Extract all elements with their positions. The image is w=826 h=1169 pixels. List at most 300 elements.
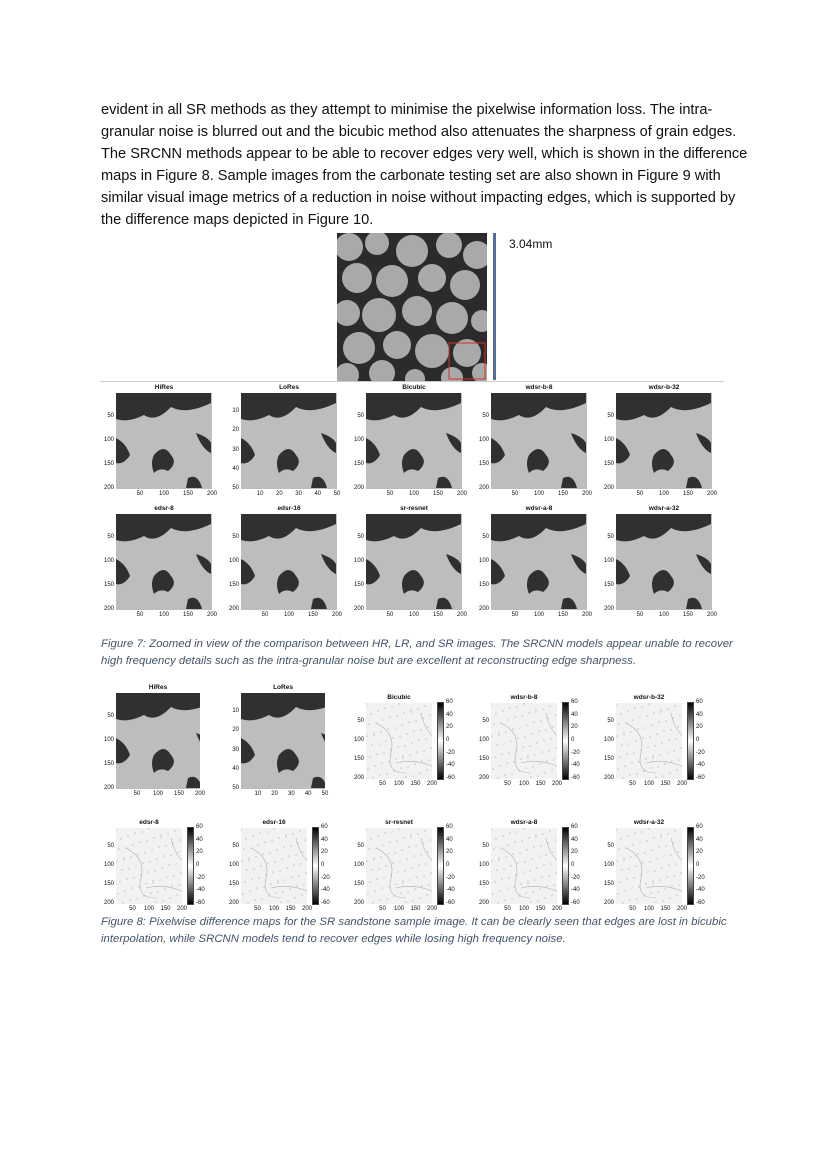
- x-tick-label: 200: [551, 781, 562, 787]
- figure-panel: [366, 703, 432, 779]
- colorbar-tick-label: 20: [571, 849, 578, 856]
- figure-panel: [116, 393, 212, 489]
- colorbar: [688, 703, 693, 779]
- y-tick-label: 100: [353, 737, 364, 743]
- colorbar-tick-label: -20: [696, 874, 705, 881]
- x-tick-label: 100: [518, 906, 529, 912]
- colorbar: [438, 703, 443, 779]
- x-tick-label: 200: [301, 906, 312, 912]
- y-tick-label: 100: [603, 558, 614, 564]
- y-tick-label: 200: [228, 606, 239, 612]
- y-tick-label: 150: [603, 756, 614, 762]
- y-tick-label: 100: [603, 862, 614, 868]
- sandstone-image: [116, 393, 212, 489]
- colorbar-tick-label: -20: [696, 749, 705, 756]
- x-tick-label: 10: [256, 491, 264, 497]
- x-tick-label: 50: [629, 906, 636, 912]
- figure-panel: [616, 828, 682, 904]
- colorbar-tick-label: -60: [196, 900, 205, 906]
- panel-title: Bicubic: [402, 384, 426, 391]
- sandstone-image: [366, 393, 462, 489]
- x-tick-label: 20: [276, 491, 283, 497]
- y-tick-label: 150: [603, 582, 614, 588]
- y-tick-label: 100: [478, 862, 489, 868]
- colorbar: [188, 828, 193, 904]
- panel-title: LoRes: [279, 384, 299, 391]
- y-tick-label: 100: [603, 737, 614, 743]
- x-tick-label: 50: [133, 791, 141, 797]
- figure-panel: [366, 828, 432, 904]
- sandstone-image: [616, 514, 712, 610]
- colorbar-tick-label: -60: [571, 775, 580, 781]
- x-tick-label: 100: [518, 781, 529, 787]
- colorbar-tick-label: -60: [696, 900, 705, 906]
- y-tick-label: 100: [228, 558, 239, 564]
- colorbar: [688, 828, 693, 904]
- x-tick-label: 150: [660, 906, 671, 912]
- y-tick-label: 150: [353, 881, 364, 887]
- x-tick-label: 50: [379, 781, 386, 787]
- y-tick-label: 150: [478, 582, 489, 588]
- y-tick-label: 50: [107, 534, 114, 540]
- x-tick-label: 150: [410, 906, 421, 912]
- colorbar-tick-label: -20: [196, 874, 205, 881]
- x-tick-label: 200: [456, 612, 467, 618]
- colorbar-tick-label: 0: [446, 862, 450, 868]
- sandstone-image: [616, 393, 712, 489]
- y-tick-label: 100: [478, 558, 489, 564]
- y-tick-label: 200: [478, 606, 489, 612]
- y-tick-label: 200: [353, 900, 364, 906]
- y-tick-label: 50: [107, 413, 114, 419]
- colorbar-tick-label: 20: [571, 724, 578, 731]
- panel-title: edsr-16: [262, 819, 286, 826]
- y-tick-label: 100: [103, 558, 114, 564]
- figure-panel: [616, 703, 682, 779]
- figure-panel: [116, 828, 182, 904]
- x-tick-label: 200: [194, 791, 205, 797]
- x-tick-label: 100: [533, 612, 544, 618]
- y-tick-label: 50: [107, 713, 114, 719]
- y-tick-label: 50: [232, 485, 239, 491]
- y-tick-label: 200: [603, 606, 614, 612]
- panel-title: wdsr-a-32: [633, 819, 665, 826]
- x-tick-label: 50: [321, 791, 329, 797]
- y-tick-label: 100: [353, 862, 364, 868]
- y-tick-label: 20: [232, 727, 239, 734]
- y-tick-label: 200: [353, 606, 364, 612]
- colorbar-tick-label: 20: [321, 849, 328, 856]
- x-tick-label: 200: [456, 491, 467, 497]
- x-tick-label: 100: [283, 612, 294, 618]
- y-tick-label: 200: [353, 775, 364, 781]
- colorbar-tick-label: -40: [446, 762, 455, 769]
- x-tick-label: 50: [629, 781, 636, 787]
- y-tick-label: 200: [478, 775, 489, 781]
- x-tick-label: 100: [143, 906, 154, 912]
- x-tick-label: 100: [268, 906, 279, 912]
- x-tick-label: 150: [307, 612, 318, 618]
- colorbar-tick-label: 60: [696, 699, 703, 705]
- panel-title: wdsr-b-32: [648, 384, 680, 391]
- colorbar-tick-label: 60: [696, 824, 703, 830]
- colorbar-tick-label: 0: [571, 737, 575, 743]
- x-tick-label: 100: [158, 612, 169, 618]
- difference-map: [366, 828, 432, 904]
- y-tick-label: 40: [232, 765, 239, 772]
- x-tick-label: 50: [636, 612, 644, 618]
- colorbar-tick-label: -60: [571, 900, 580, 906]
- y-tick-label: 50: [607, 843, 614, 849]
- panel-title: sr-resnet: [385, 819, 413, 826]
- colorbar-tick-label: -40: [696, 887, 705, 894]
- difference-map: [491, 703, 557, 779]
- figure-8-caption: [101, 914, 725, 948]
- x-tick-label: 200: [706, 491, 717, 497]
- colorbar-tick-label: 0: [571, 862, 575, 868]
- x-tick-label: 50: [386, 612, 394, 618]
- x-tick-label: 150: [660, 781, 671, 787]
- y-tick-label: 200: [478, 485, 489, 491]
- caption-line: Figure 8: Pixelwise difference maps for the SR sandstone sample image. It can be clearly seen that edges are lost in bicubic: [101, 916, 727, 928]
- x-tick-label: 200: [551, 906, 562, 912]
- caption-line: Figure 7: Zoomed in view of the comparison between HR, LR, and SR images. The SRCNN models appear unable to recover: [101, 638, 733, 650]
- colorbar-tick-label: -20: [446, 749, 455, 756]
- colorbar: [563, 828, 568, 904]
- y-tick-label: 40: [232, 465, 239, 472]
- panel-title: Bicubic: [387, 694, 411, 701]
- y-tick-label: 100: [228, 862, 239, 868]
- paragraph-line: granular noise is blurred out and the bicubic method also attenuates the sharpness of grain edges.: [101, 124, 737, 140]
- colorbar-tick-label: 60: [196, 824, 203, 830]
- x-tick-label: 150: [285, 906, 296, 912]
- y-tick-label: 150: [478, 881, 489, 887]
- colorbar-tick-label: -20: [446, 874, 455, 881]
- colorbar-tick-label: -40: [696, 762, 705, 769]
- x-tick-label: 10: [254, 791, 262, 797]
- y-tick-label: 10: [232, 708, 239, 715]
- paragraph-line: maps in Figure 8. Sample images from the carbonate testing set are also shown in Figure 9 with: [101, 168, 721, 184]
- y-tick-label: 30: [232, 446, 239, 453]
- y-tick-label: 50: [482, 413, 489, 419]
- colorbar-tick-label: -40: [571, 762, 580, 769]
- figure-panel: [491, 514, 587, 610]
- body-paragraph: [101, 99, 748, 231]
- colorbar-tick-label: -60: [321, 900, 330, 906]
- figure-panel: [241, 393, 337, 489]
- sandstone-image: [116, 514, 212, 610]
- difference-map: [616, 828, 682, 904]
- panel-title: edsr-16: [277, 505, 301, 512]
- x-tick-label: 100: [408, 612, 419, 618]
- y-tick-label: 150: [353, 582, 364, 588]
- x-tick-label: 50: [261, 612, 269, 618]
- x-tick-label: 50: [386, 491, 394, 497]
- y-tick-label: 100: [103, 437, 114, 443]
- paragraph-line: the difference maps depicted in Figure 10.: [101, 212, 374, 228]
- figure-panel: [491, 393, 587, 489]
- x-tick-label: 50: [511, 491, 519, 497]
- y-tick-label: 200: [478, 900, 489, 906]
- x-tick-label: 150: [557, 612, 568, 618]
- y-tick-label: 150: [228, 582, 239, 588]
- colorbar: [313, 828, 318, 904]
- x-tick-label: 200: [676, 906, 687, 912]
- colorbar-tick-label: 40: [321, 836, 328, 843]
- x-tick-label: 100: [643, 906, 654, 912]
- x-tick-label: 100: [158, 491, 169, 497]
- y-tick-label: 200: [603, 485, 614, 491]
- x-tick-label: 150: [182, 612, 193, 618]
- x-tick-label: 30: [295, 491, 302, 497]
- figure-panel: [241, 693, 325, 789]
- y-tick-label: 100: [353, 558, 364, 564]
- x-tick-label: 50: [254, 906, 261, 912]
- colorbar-tick-label: 60: [571, 699, 578, 705]
- x-tick-label: 100: [643, 781, 654, 787]
- x-tick-label: 50: [379, 906, 386, 912]
- x-tick-label: 150: [432, 491, 443, 497]
- y-tick-label: 200: [228, 900, 239, 906]
- figure-panel: [241, 514, 337, 610]
- y-tick-label: 150: [103, 461, 114, 467]
- figure-panel: [616, 514, 712, 610]
- sandstone-image: [241, 693, 325, 789]
- x-tick-label: 100: [408, 491, 419, 497]
- y-tick-label: 100: [103, 737, 114, 743]
- x-tick-label: 50: [136, 491, 144, 497]
- difference-map: [616, 703, 682, 779]
- x-tick-label: 100: [658, 612, 669, 618]
- y-tick-label: 50: [357, 413, 364, 419]
- y-tick-label: 200: [353, 485, 364, 491]
- y-tick-label: 150: [103, 761, 114, 767]
- y-tick-label: 50: [232, 785, 239, 791]
- x-tick-label: 50: [636, 491, 644, 497]
- y-tick-label: 50: [107, 843, 114, 849]
- x-tick-label: 100: [152, 791, 163, 797]
- x-tick-label: 150: [410, 781, 421, 787]
- sandstone-image: [491, 393, 587, 489]
- x-tick-label: 100: [393, 781, 404, 787]
- y-tick-label: 50: [232, 843, 239, 849]
- scale-bar: [493, 233, 496, 380]
- colorbar-tick-label: -20: [571, 749, 580, 756]
- colorbar-tick-label: -40: [446, 887, 455, 894]
- colorbar-tick-label: -40: [571, 887, 580, 894]
- figure-divider: [100, 381, 724, 382]
- panel-title: wdsr-b-8: [510, 694, 538, 701]
- panel-title: edsr-8: [154, 505, 174, 512]
- panel-title: wdsr-b-32: [633, 694, 665, 701]
- x-tick-label: 150: [557, 491, 568, 497]
- y-tick-label: 50: [232, 534, 239, 540]
- panel-title: wdsr-a-32: [648, 505, 680, 512]
- y-tick-label: 100: [603, 437, 614, 443]
- colorbar-tick-label: -60: [446, 900, 455, 906]
- y-tick-label: 50: [482, 534, 489, 540]
- sandstone-image: [491, 514, 587, 610]
- x-tick-label: 150: [535, 906, 546, 912]
- x-tick-label: 50: [504, 781, 511, 787]
- panel-title: edsr-8: [139, 819, 159, 826]
- y-tick-label: 50: [357, 718, 364, 724]
- colorbar-tick-label: 40: [571, 836, 578, 843]
- y-tick-label: 200: [103, 606, 114, 612]
- colorbar-tick-label: 60: [321, 824, 328, 830]
- sandstone-image: [241, 393, 337, 489]
- y-tick-label: 50: [482, 718, 489, 724]
- x-tick-label: 200: [676, 781, 687, 787]
- colorbar: [438, 828, 443, 904]
- colorbar-tick-label: 60: [446, 824, 453, 830]
- difference-map: [241, 828, 307, 904]
- x-tick-label: 20: [271, 791, 278, 797]
- panel-title: LoRes: [273, 684, 293, 691]
- colorbar-tick-label: 20: [446, 724, 453, 731]
- y-tick-label: 150: [603, 881, 614, 887]
- x-tick-label: 30: [288, 791, 295, 797]
- x-tick-label: 150: [173, 791, 184, 797]
- x-tick-label: 40: [314, 491, 322, 497]
- paragraph-line: The SRCNN methods appear to be able to recover edges very well, which is shown in the difference: [101, 146, 748, 162]
- sandstone-image: [241, 514, 337, 610]
- colorbar-tick-label: -20: [571, 874, 580, 881]
- x-tick-label: 150: [682, 491, 693, 497]
- sandstone-image: [116, 693, 200, 789]
- figure-panel: [491, 828, 557, 904]
- colorbar-tick-label: 20: [696, 724, 703, 731]
- x-tick-label: 100: [658, 491, 669, 497]
- colorbar-tick-label: 40: [696, 711, 703, 718]
- y-tick-label: 200: [603, 775, 614, 781]
- x-tick-label: 200: [206, 491, 217, 497]
- y-tick-label: 50: [607, 534, 614, 540]
- colorbar-tick-label: 0: [196, 862, 200, 868]
- colorbar-tick-label: -60: [446, 775, 455, 781]
- y-tick-label: 150: [103, 881, 114, 887]
- colorbar-tick-label: -40: [321, 887, 330, 894]
- y-tick-label: 100: [478, 737, 489, 743]
- difference-map: [116, 828, 182, 904]
- x-tick-label: 200: [581, 491, 592, 497]
- x-tick-label: 50: [333, 491, 341, 497]
- difference-map: [366, 703, 432, 779]
- y-tick-label: 150: [353, 461, 364, 467]
- panel-title: wdsr-b-8: [525, 384, 553, 391]
- colorbar-tick-label: -20: [321, 874, 330, 881]
- y-tick-label: 50: [482, 843, 489, 849]
- x-tick-label: 150: [160, 906, 171, 912]
- y-tick-label: 200: [103, 785, 114, 791]
- colorbar-tick-label: 0: [696, 862, 700, 868]
- colorbar-tick-label: 40: [696, 836, 703, 843]
- colorbar-tick-label: 60: [446, 699, 453, 705]
- y-tick-label: 200: [603, 900, 614, 906]
- y-tick-label: 30: [232, 746, 239, 753]
- x-tick-label: 200: [426, 781, 437, 787]
- colorbar-tick-label: 40: [196, 836, 203, 843]
- figure-panel: [366, 393, 462, 489]
- x-tick-label: 40: [304, 791, 312, 797]
- x-tick-label: 50: [511, 612, 519, 618]
- paragraph-line: evident in all SR methods as they attempt to minimise the pixelwise information loss. The intra-: [101, 102, 713, 118]
- paragraph-line: similar visual image metrics of a reduction in noise without impacting edges, which is supported by: [101, 190, 736, 206]
- y-tick-label: 50: [607, 413, 614, 419]
- y-tick-label: 150: [228, 881, 239, 887]
- colorbar-tick-label: 60: [571, 824, 578, 830]
- figure-panel: [616, 393, 712, 489]
- colorbar-tick-label: -60: [696, 775, 705, 781]
- colorbar-tick-label: 0: [446, 737, 450, 743]
- panel-title: wdsr-a-8: [510, 819, 538, 826]
- x-tick-label: 50: [504, 906, 511, 912]
- y-tick-label: 200: [103, 900, 114, 906]
- y-tick-label: 10: [232, 408, 239, 415]
- y-tick-label: 100: [103, 862, 114, 868]
- y-tick-label: 150: [353, 756, 364, 762]
- sandstone-image: [366, 514, 462, 610]
- colorbar-tick-label: -40: [196, 887, 205, 894]
- panel-title: HiRes: [148, 684, 168, 691]
- x-tick-label: 200: [581, 612, 592, 618]
- figure-panel: [491, 703, 557, 779]
- x-tick-label: 150: [432, 612, 443, 618]
- x-tick-label: 150: [182, 491, 193, 497]
- x-tick-label: 200: [206, 612, 217, 618]
- y-tick-label: 150: [603, 461, 614, 467]
- difference-map: [491, 828, 557, 904]
- caption-line: high frequency details such as the intra-granular noise but are excellent at reconstructing edge sharpness.: [101, 655, 637, 667]
- panel-title: sr-resnet: [400, 505, 428, 512]
- x-tick-label: 100: [393, 906, 404, 912]
- x-tick-label: 50: [129, 906, 136, 912]
- figure-7-caption: [101, 636, 733, 670]
- colorbar-tick-label: 0: [696, 737, 700, 743]
- colorbar-tick-label: 40: [446, 711, 453, 718]
- panel-title: HiRes: [154, 384, 174, 391]
- y-tick-label: 50: [357, 843, 364, 849]
- y-tick-label: 20: [232, 427, 239, 434]
- colorbar-tick-label: 0: [321, 862, 325, 868]
- caption-line: interpolation, while SRCNN models tend to recover edges while losing high frequency noise.: [101, 933, 566, 945]
- figure-panel: [241, 828, 307, 904]
- x-tick-label: 200: [331, 612, 342, 618]
- colorbar-tick-label: 20: [446, 849, 453, 856]
- colorbar-tick-label: 40: [446, 836, 453, 843]
- x-tick-label: 150: [682, 612, 693, 618]
- y-tick-label: 150: [478, 756, 489, 762]
- x-tick-label: 100: [533, 491, 544, 497]
- overview-ct-slice: [337, 233, 487, 381]
- colorbar-tick-label: 40: [571, 711, 578, 718]
- y-tick-label: 50: [357, 534, 364, 540]
- figure-panel: [116, 514, 212, 610]
- y-tick-label: 50: [607, 718, 614, 724]
- figure-panel: [116, 693, 200, 789]
- scale-label: 3.04mm: [509, 237, 553, 251]
- y-tick-label: 100: [353, 437, 364, 443]
- panel-title: wdsr-a-8: [525, 505, 553, 512]
- colorbar-tick-label: 20: [196, 849, 203, 856]
- x-tick-label: 150: [535, 781, 546, 787]
- y-tick-label: 150: [478, 461, 489, 467]
- x-tick-label: 200: [426, 906, 437, 912]
- x-tick-label: 50: [136, 612, 144, 618]
- figure-panel: [366, 514, 462, 610]
- y-tick-label: 150: [103, 582, 114, 588]
- x-tick-label: 200: [706, 612, 717, 618]
